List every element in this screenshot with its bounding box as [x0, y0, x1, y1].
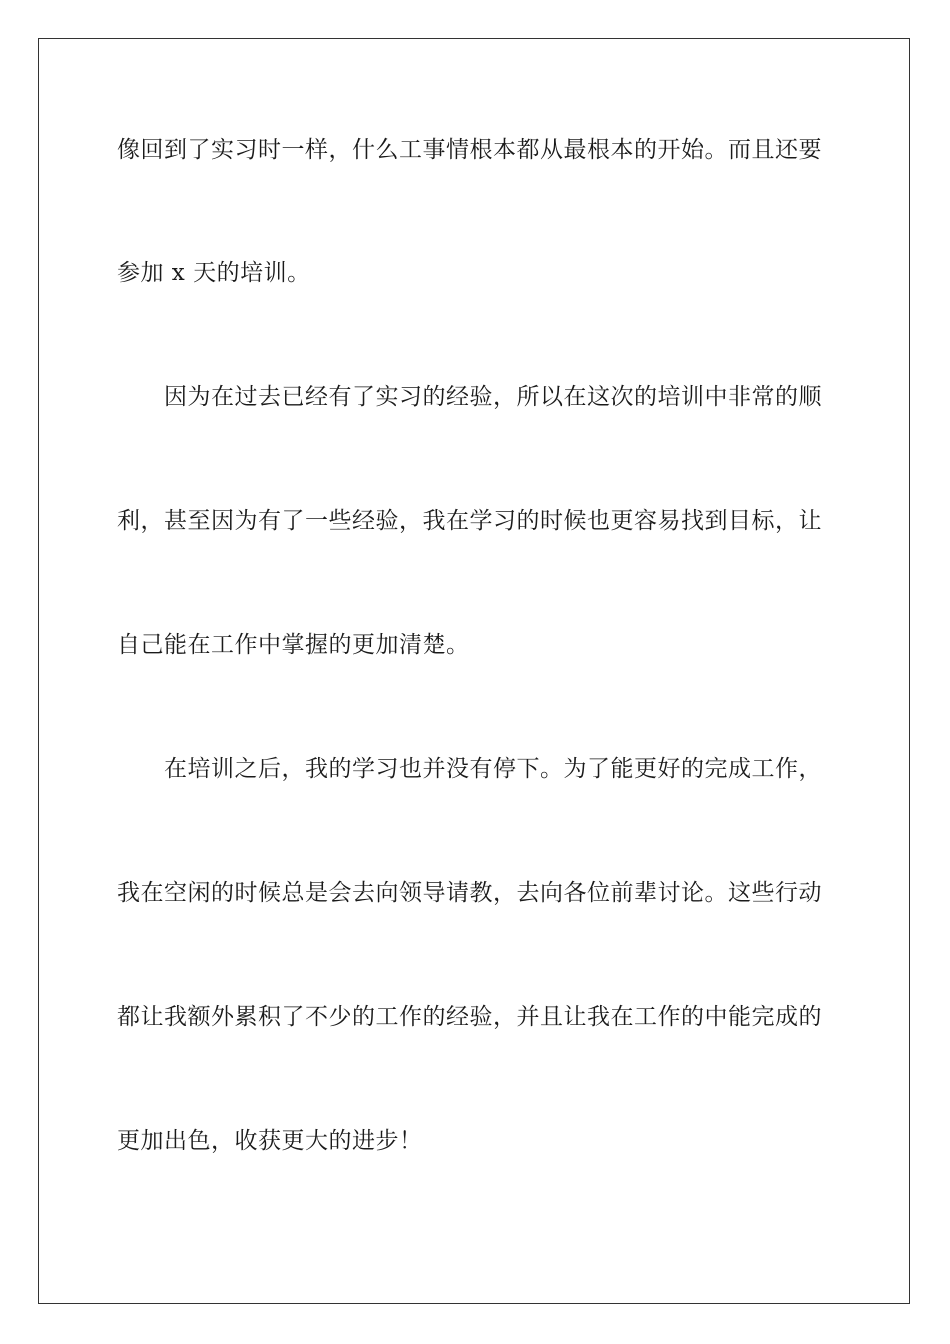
- paragraph-first-line: 因为在过去已经有了实习的经验，所以在这次的培训中非常的顺: [164, 384, 822, 410]
- text-line: 我在空闲的时候总是会去向领导请教，去向各位前辈讨论。这些行动: [117, 880, 822, 906]
- paragraph-first-line: 在培训之后，我的学习也并没有停下。为了能更好的完成工作，: [164, 756, 822, 782]
- text-line: 参加 x 天的培训。: [117, 260, 311, 286]
- text-line: 都让我额外累积了不少的工作的经验，并且让我在工作的中能完成的: [117, 1004, 822, 1030]
- text-line: 像回到了实习时一样，什么工事情根本都从最根本的开始。而且还要: [117, 137, 822, 163]
- text-line: 利，甚至因为有了一些经验，我在学习的时候也更容易找到目标，让: [117, 508, 822, 534]
- page-border: [38, 38, 910, 1304]
- text-line: 更加出色，收获更大的进步！: [117, 1128, 423, 1154]
- text-line: 自己能在工作中掌握的更加清楚。: [117, 632, 470, 658]
